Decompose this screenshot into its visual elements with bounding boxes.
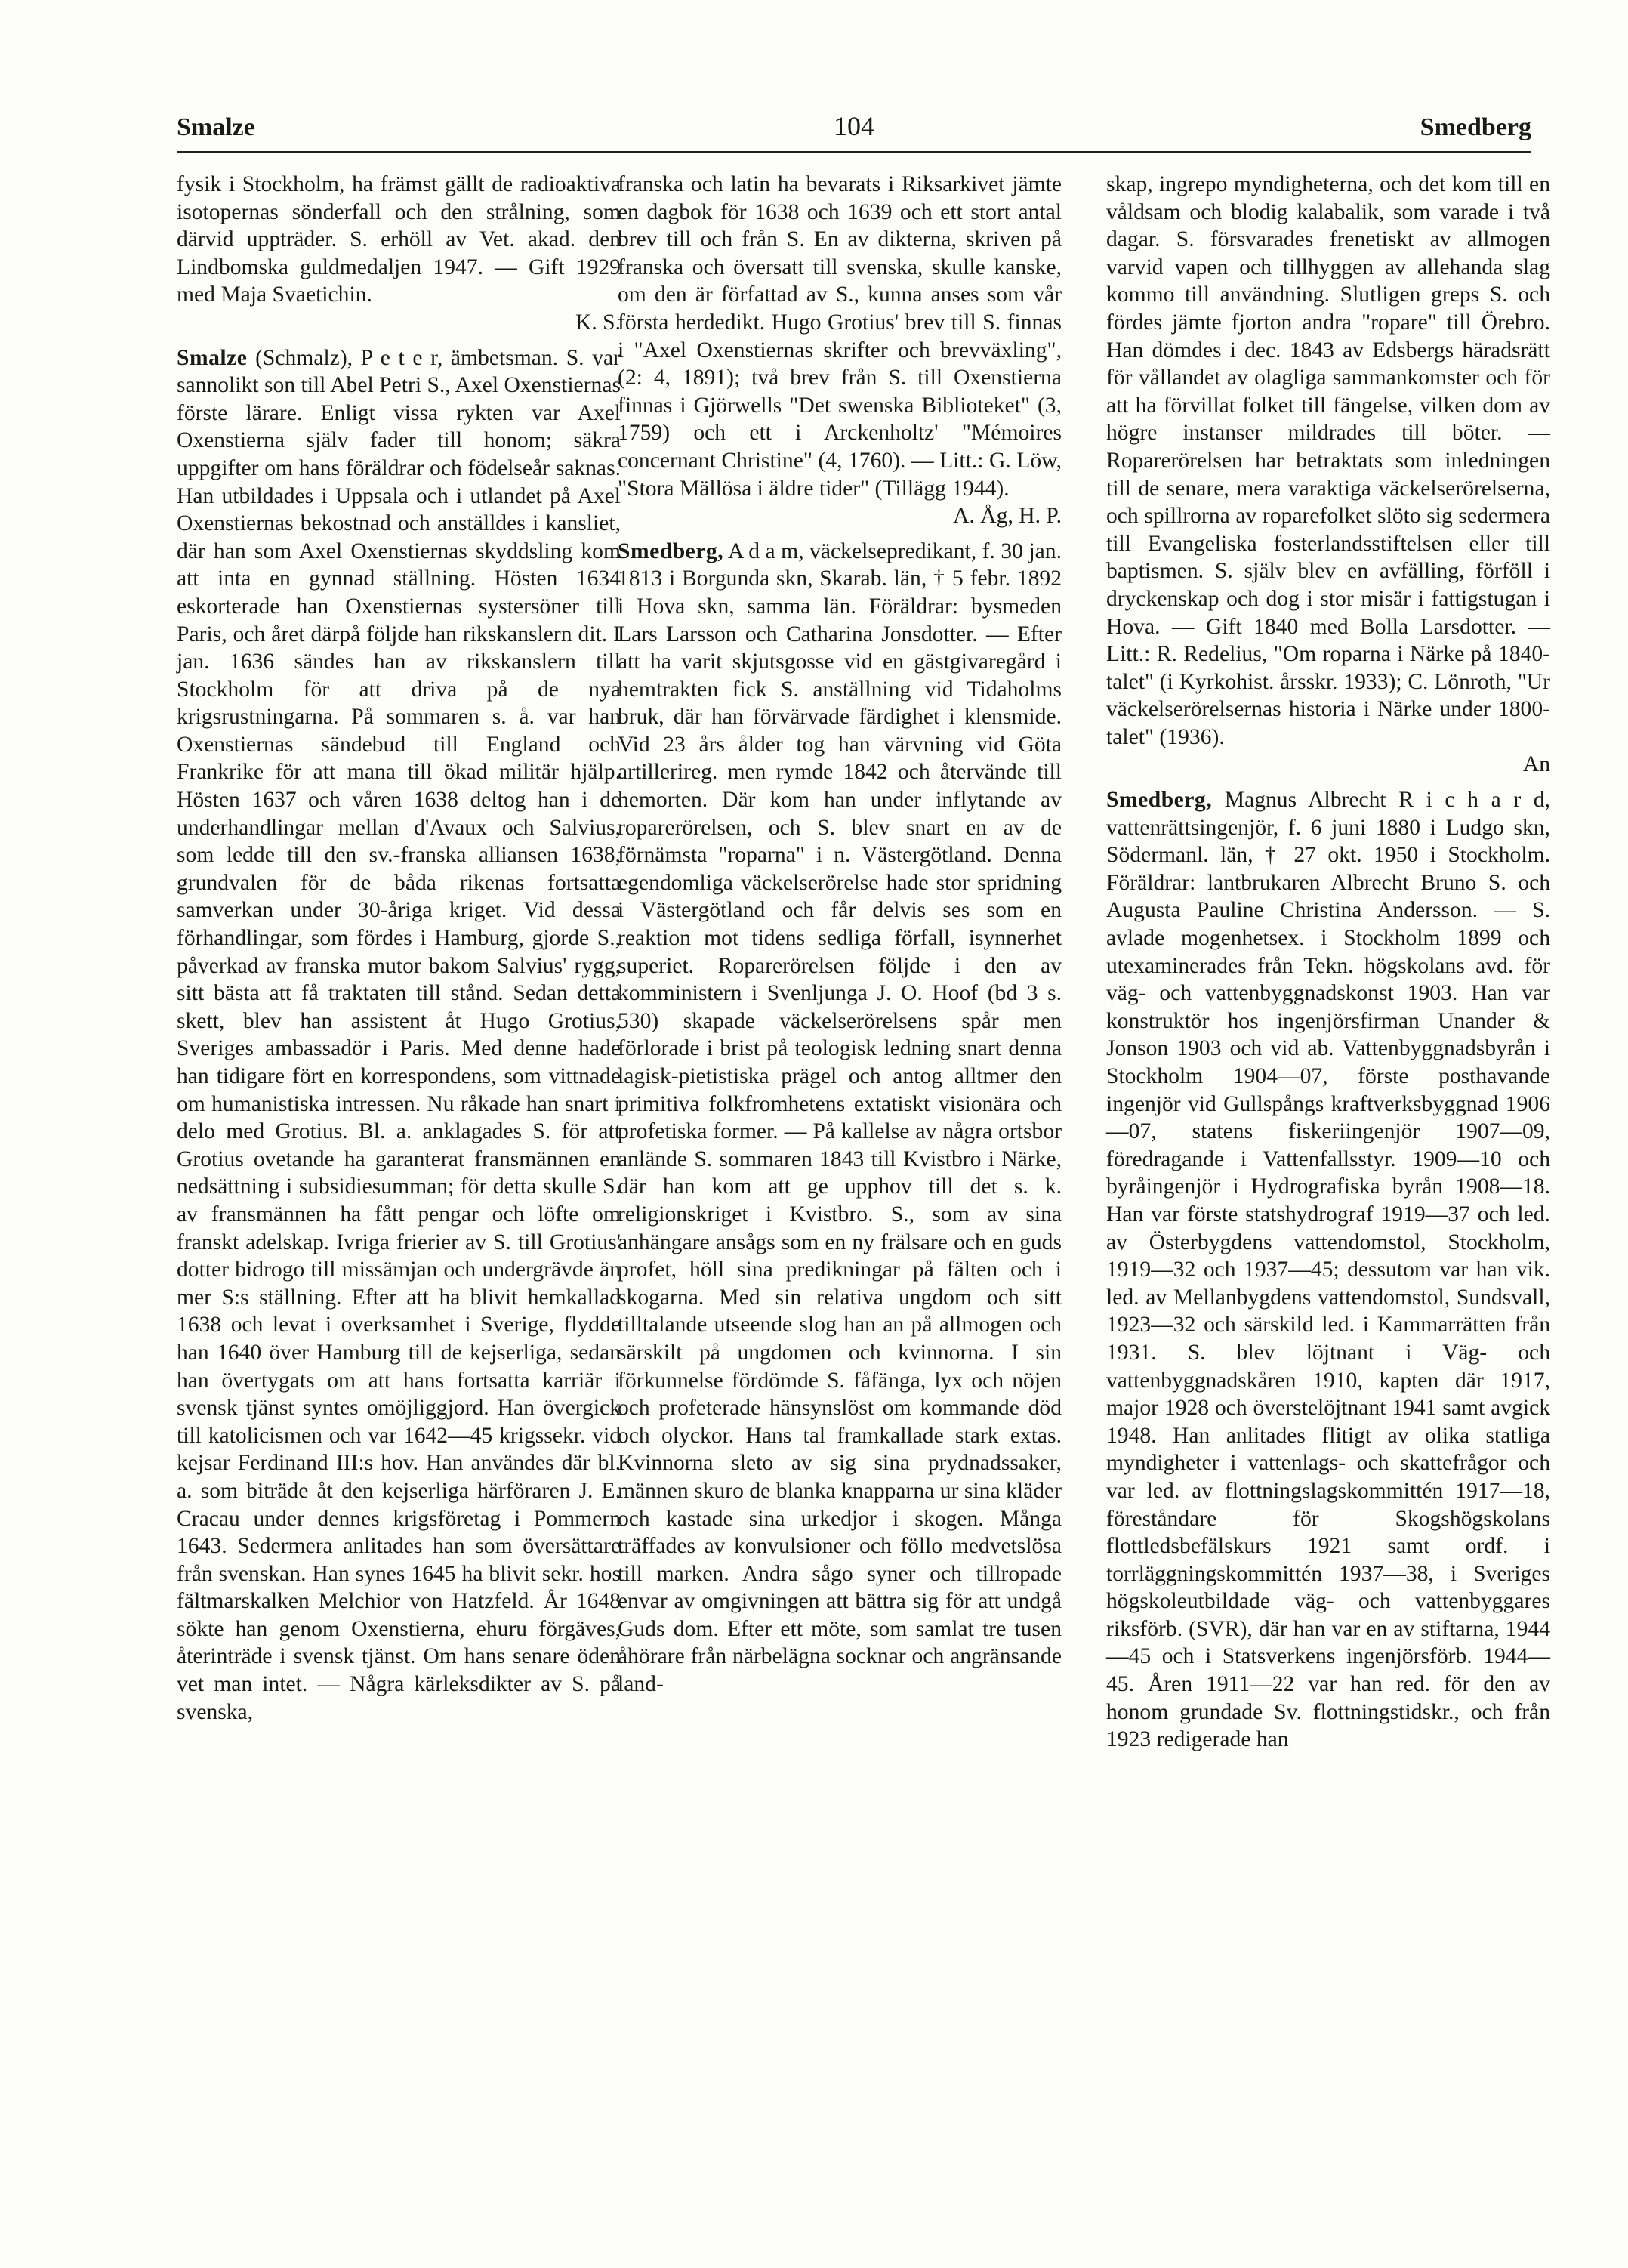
column-middle <box>618 171 1062 1699</box>
entry-smedberg-magnus <box>1106 786 1550 1754</box>
running-head-left: Smalze <box>177 113 255 141</box>
entry-text: A d a m, väckelsepredikant, f. 30 jan. 1813 i Borgunda skn, Skarab. län, † 5 febr. 1892 i Hova skn, samma län. Föräldrar: bysmeden Lars Larsson och Catharina Jonsdotter. — Efter att ha varit skjutsgosse vid en gästgivaregård i hemtrakten fick S. anställning vid Tidaholms bruk, där han förvärvade färdighet i klensmide. Vid 23 års ålder tog han värvning vid Göta artillerireg. men rymde 1842 och återvände till hemorten. Där kom han under inflytande av roparerörelsen, och S. blev snart en av de förnämsta "roparna" i n. Västergötland. Denna egendomliga väckelserörelse hade stor spridning i Västergötland och får delvis ses som en reaktion mot tidens sedliga förfall, isynnerhet superiet. Roparerörelsen följde i den av komministern i Svenljunga J. O. Hoof (bd 3 s. 530) skapade väckelserörelsens spår men förlorade i brist på teologisk ledning snart denna lagisk-pietistiska prägel och antog alltmer den primitiva folkfromhetens extatiskt visionära och profetiska former. — På kallelse av några ortsbor anlände S. sommaren 1843 till Kvistbro i Närke, där han kom att ge upphov till det s. k. religionskriget i Kvistbro. S., som av sina anhängare ansågs som en ny frälsare och en guds profet, höll sina predikningar på fälten och i skogarna. Med sin relativa ungdom och sitt tilltalande utseende slog han an på allmogen och särskilt på ungdomen och kvinnorna. I sin förkunnelse fördömde S. fåfänga, lyx och nöjen och profeterade hänsynslöst om kommande död och olyckor. Hans tal framkallade stark extas. Kvinnorna sleto av sig sina prydnadssaker, männen skuro de blanka knapparna ur sina kläder och kastade sina urkedjor i skogen. Många träffades av konvulsioner och föllo medvetslösa till marken. Andra sågo syner och tillropade envar av omgivningen att bättra sig för att undgå Guds dom. Efter ett möte, som samlat tre tusen åhörare från närbelägna socknar och angränsande land- <box>618 538 1062 1697</box>
entry-headword: Smalze <box>177 345 248 370</box>
paragraph <box>618 171 1062 530</box>
entry-smalze <box>177 344 621 1726</box>
running-head-right: Smedberg <box>1420 113 1531 141</box>
paragraph <box>1106 171 1550 779</box>
page-number: 104 <box>834 111 874 141</box>
column-left <box>177 171 621 1726</box>
entry-headword: Smedberg, <box>618 538 724 563</box>
author-signature: K. S. <box>575 310 621 335</box>
entry-text: Magnus Albrecht R i c h a r d, vattenrättsingenjör, f. 6 juni 1880 i Ludgo skn, Södermanl. län, † 27 okt. 1950 i Stockholm. Föräldrar: lantbrukaren Albrecht Bruno S. och Augusta Pauline Christina Andersson. — S. avlade mogenhetsex. i Stockholm 1899 och utexaminerades från Tekn. högskolans avd. för väg- och vattenbyggnadskonst 1903. Han var konstruktör hos ingenjörsfirman Unander & Jonson 1903 och vid ab. Vattenbyggnadsbyrån i Stockholm 1904—07, förste posthavande ingenjör vid Gullspångs kraftverksbyggnad 1906—07, statens fiskeriingenjör 1907—09, föredragande i Vattenfallsstyr. 1909—10 och byråingenjör i Hydrografiska byrån 1908—18. Han var förste statshydrograf 1919—37 och led. av Österbygdens vattendomstol, Stockholm, 1919—32 och 1937—45; dessutom var han vik. led. av Mellanbygdens vattendomstol, Sundsvall, 1923—32 och särskild led. i Kammarrätten från 1931. S. blev löjtnant i Väg- och vattenbyggnadskåren 1910, kapten där 1917, major 1928 och överstelöjtnant 1941 samt avgick 1948. Han anlitades flitigt av olika statliga myndigheter i vattenlags- och skattefrågor och var led. av flottningslagskommittén 1917—18, föreståndare för Skogshögskolans flottledsbefälskurs 1921 samt ordf. i torrläggningskommittén 1937—38, i Sveriges högskoleutbildade väg- och vattenbyggares riksförb. (SVR), där han var en av stiftarna, 1944—45 och i Statsverkens ingenjörsförb. 1944—45. Åren 1911—22 var han red. för den av honom grundade Sv. flottningstidskr., och från 1923 redigerade han <box>1106 788 1550 1752</box>
paragraph <box>177 171 621 337</box>
column-right <box>1106 171 1550 1754</box>
paragraph-text: franska och latin ha bevarats i Riksarkivet jämte en dagbok för 1638 och 1639 och ett stort antal brev till och från S. En av dikterna, skriven på franska och översatt till svenska, skulle kanske, om den är författad av S., kunna anses som vår första herdedikt. Hugo Grotius' brev till S. finnas i "Axel Oxenstiernas skrifter och brevväxling", (2: 4, 1891); två brev från S. till Oxenstierna finnas i Gjörwells "Det swenska Biblioteket" (3, 1759) och ett i Arckenholtz' "Mémoires concernant Christine" (4, 1760). — Litt.: G. Löw, "Stora Mällösa i äldre tider" (Tillägg 1944). <box>618 172 1062 501</box>
entry-text: (Schmalz), P e t e r, ämbetsman. S. var sannolikt son till Abel Petri S., Axel Oxenstiernas förste lärare. Enligt vissa rykten var Axel Oxenstierna själv fader till honom; säkra uppgifter om hans föräldrar och födelseår saknas. Han utbildades i Uppsala och i utlandet på Axel Oxenstiernas bekostnad och anställdes i kansliet, där han som Axel Oxenstiernas skyddsling kom att inta en gynnad ställning. Hösten 1634 eskorterade han Oxenstiernas systersöner till Paris, och året därpå följde han rikskanslern dit. I jan. 1636 sändes han av rikskanslern till Stockholm för att driva på de nya krigsrustningarna. På sommaren s. å. var han Oxenstiernas sändebud till England och Frankrike för att mana till ökad militär hjälp. Hösten 1637 och våren 1638 deltog han i de underhandlingar mellan d'Avaux och Salvius, som ledde till den sv.-franska alliansen 1638, grundvalen för de båda rikenas fortsatta samverkan under 30-åriga kriget. Vid dessa förhandlingar, som fördes i Hamburg, gjorde S., påverkad av franska mutor bakom Salvius' rygg, sitt bästa att få traktaten till stånd. Sedan detta skett, blev han assistent åt Hugo Grotius, Sveriges ambassadör i Paris. Med denne hade han tidigare fört en korrespondens, som vittnade om humanistiska intressen. Nu råkade han snart i delo med Grotius. Bl. a. anklagades S. för att Grotius ovetande ha garanterat fransmännen en nedsättning i subsidiesumman; för detta skulle S. av fransmännen ha fått pengar och löfte om franskt adelskap. Ivriga frierier av S. till Grotius' dotter bidrogo till missämjan och undergrävde än mer S:s ställning. Efter att ha blivit hemkallad 1638 och levat i overksamhet i Sverige, flydde han 1640 över Hamburg till de kejserliga, sedan han övertygats om att hans fortsatta karriär i svensk tjänst syntes omöjliggjord. Han övergick till katolicismen och var 1642—45 krigssekr. vid kejsar Ferdinand III:s hov. Han användes där bl. a. som biträde åt den kejserliga härföraren J. E. Cracau under dennes krigsföretag i Pommern 1643. Sedermera anlitades han som översättare från svenskan. Han synes 1645 ha blivit sekr. hos fältmarskalken Melchior von Hatzfeld. År 1648 sökte han genom Oxenstierna, ehuru förgäves, återinträde i svensk tjänst. Om hans senare öden vet man intet. — Några kärleksdikter av S. på svenska, <box>177 345 621 1724</box>
paragraph-text: fysik i Stockholm, ha främst gällt de radioaktiva isotopernas sönderfall och den strålning, som därvid uppträder. S. erhöll av Vet. akad. den Lindbomska guldmedaljen 1947. — Gift 1929 med Maja Svaetichin. <box>177 172 621 307</box>
author-signature: A. Åg, H. P. <box>953 504 1062 529</box>
header-rule <box>177 151 1531 153</box>
entry-smedberg-adam <box>618 538 1062 1699</box>
entry-headword: Smedberg, <box>1106 788 1213 813</box>
paragraph-text: skap, ingrepo myndigheterna, och det kom till en våldsam och blodig kalabalik, som varade i två dagar. S. försvarades frenetiskt av allmogen varvid vapen och tillhyggen av allehanda slag kommo till användning. Slutligen greps S. och fördes jämte fjorton andra "ropare" till Örebro. Han dömdes i dec. 1843 av Edsbergs häradsrätt för vållandet av olagliga sammankomster och för att ha förvillat folket till fängelse, vilken dom av högre instanser mildrades till böter. — Roparerörelsen har betraktats som inledningen till de senare, mera varaktiga väckelserörelserna, och spillrorna av roparefolket slöto sig sedermera till Evangeliska fosterlandsstiftelsen eller till baptismen. S. själv blev en avfälling, förföll i dryckenskap och dog i stor misär i fattigstugan i Hova. — Gift 1840 med Bolla Larsdotter. — Litt.: R. Redelius, "Om roparna i Närke på 1840-talet" (i Kyrkohist. årsskr. 1933); C. Lönroth, "Ur väckelserörelsernas historia i Närke under 1800-talet" (1936). <box>1106 172 1550 749</box>
author-signature: An <box>1522 752 1550 777</box>
